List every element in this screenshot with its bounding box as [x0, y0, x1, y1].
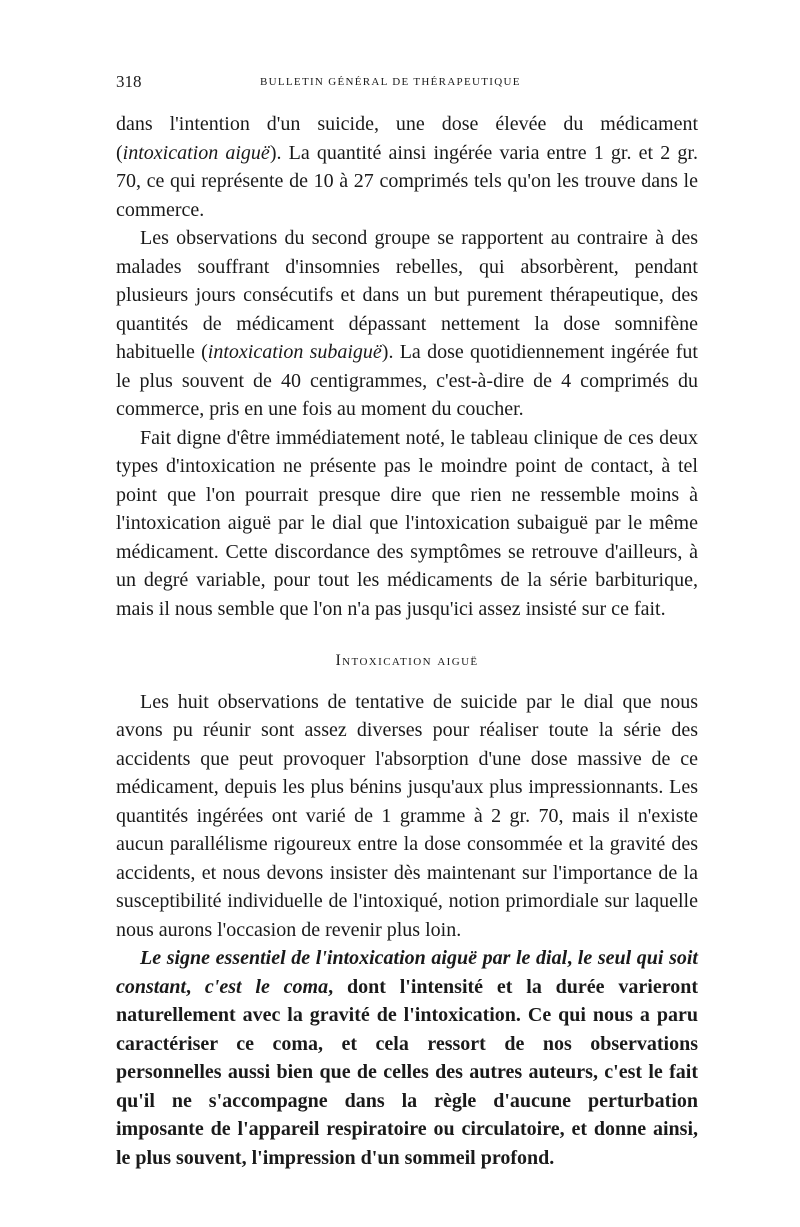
paragraph-discordance [116, 424, 698, 624]
paragraph-coma [116, 944, 698, 1172]
paragraph-text: ). La dose quotidiennement ingérée fut le plus souvent de 40 centigrammes, c'est-à-dire de 4 comprimés du commerce, pris en une fois au moment du coucher. [116, 341, 698, 420]
italic-term: intoxication aiguë [122, 141, 270, 164]
running-head [116, 72, 698, 96]
journal-page [116, 72, 698, 1172]
italic-phrase: c'est le coma [204, 975, 329, 998]
paragraph-observations [116, 688, 698, 945]
paragraph-text: , [567, 947, 578, 969]
article-body [116, 110, 698, 1172]
italic-term: intoxication subaiguë [207, 341, 382, 363]
paragraph-second-group [116, 224, 698, 424]
section-heading: Intoxication aiguë [335, 652, 479, 669]
paragraph-text: , [186, 975, 205, 998]
paragraph-text: Fait digne d'être immédiatement noté, le tableau clinique de ces deux types d'intoxication ne présente pas le moindre point de contact, à tel point que l'on pourrait presque dire que rien ne ressemble moins à l'intoxication aiguë par le dial que l'intoxication subaiguë par le même médicament. Cette discordance des symptômes se retrouve d'ailleurs, à un degré variable, pour tout les médicaments de la série barbiturique, mais il nous semble que l'on n'a pas jusqu'ici assez insisté sur ce fait. [116, 426, 698, 620]
paragraph-text: dans l'intention d'un suicide, une dose élevée du médicament ( [116, 113, 698, 164]
paragraph-continued [116, 110, 698, 224]
journal-title: BULLETIN GÉNÉRAL DE THÉRAPEUTIQUE [260, 76, 521, 88]
paragraph-text: Les observations du second groupe se rapportent au contraire à des malades souffrant d'insomnies rebelles, qui absorbèrent, pendant plusieurs jours consécutifs et dans un but purement thérapeutique, des quantités de médicament dépassant nettement la dose somnifène habituelle ( [116, 227, 698, 363]
paragraph-text: ). La quantité ainsi ingérée varia entre 1 gr. et 2 gr. 70, ce qui représente de 10 à 27 comprimés tels qu'on les trouve dans le commerce. [116, 141, 698, 221]
paragraph-text: , dont l'intensité et la durée varieront naturellement avec la gravité de l'intoxication. Ce qui nous a paru caractériser ce coma, et cela ressort de nos observations personnelles aussi bien que de celles des autres auteurs, c'est le fait qu'il ne s'accompagne dans la règle d'aucune perturbation imposante de l'appareil respiratoire ou circulatoire, et donne ainsi, le plus souvent, l'impression d'un sommeil profond. [116, 975, 698, 1169]
italic-phrase: le seul qui soit constant [116, 947, 698, 998]
paragraph-text: Les huit observations de tentative de suicide par le dial que nous avons pu réunir sont assez diverses pour réaliser toute la série des accidents que peut provoquer l'absorption d'une dose massive de ce médicament, depuis les plus bénins jusqu'aux plus impressionnants. Les quantités ingérées ont varié de 1 gramme à 2 gr. 70, mais il n'existe aucun parallélisme rigoureux entre la dose consommée et la gravité des accidents, et nous devons insister dès maintenant sur l'importance de la susceptibilité individuelle de l'intoxiqué, notion primordiale sur laquelle nous aurons l'occasion de revenir plus loin. [116, 690, 698, 941]
page-number: 318 [116, 72, 142, 91]
italic-phrase: Le signe essentiel de l'intoxication aiguë par le dial [140, 947, 568, 969]
